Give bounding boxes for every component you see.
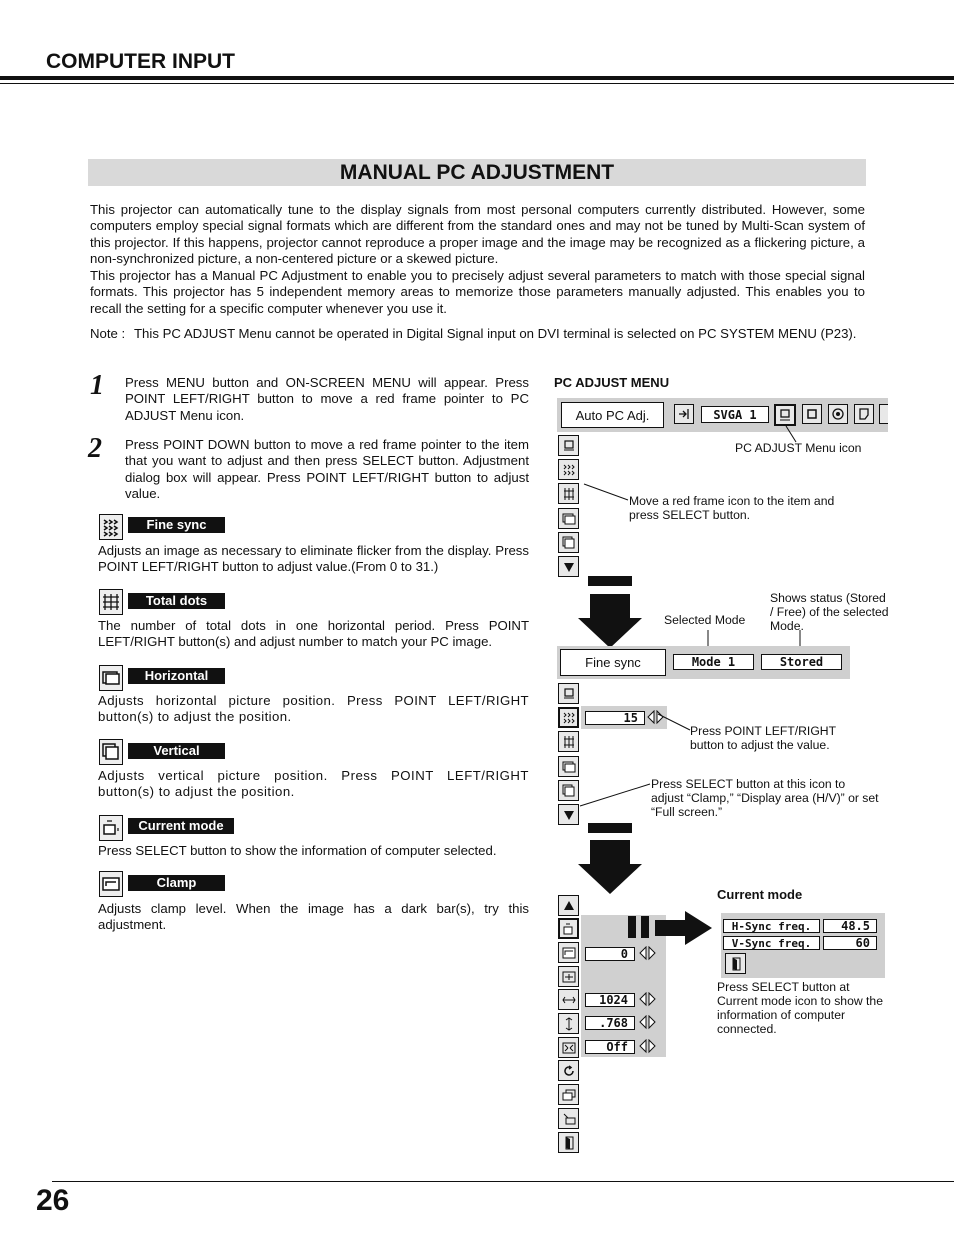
horizontal-desc: Adjusts horizontal picture position. Press POINT LEFT/RIGHT button(s) to adjust the position. [98, 693, 529, 725]
dialog-item-name: Fine sync [560, 649, 666, 676]
scroll-up-icon[interactable] [558, 895, 579, 916]
fine-sync-desc: Adjusts an image as necessary to eliminate flicker from the display. Press POINT LEFT/RIGHT button to adjust value.(From 0 to 31.) [98, 543, 529, 575]
vertical-menu-icon[interactable] [558, 532, 579, 553]
step-number-2: 2 [88, 433, 102, 464]
v-sync-value: 60 [823, 936, 877, 950]
fine-sync-icon [99, 514, 123, 540]
scroll-down-icon[interactable] [558, 804, 579, 825]
clamp-icon [99, 871, 123, 897]
full-screen-value: Off [585, 1040, 635, 1054]
callout-press-lr: Press POINT LEFT/RIGHT button to adjust the value. [690, 724, 836, 752]
horizontal-label: Horizontal [128, 668, 225, 684]
total-dots-icon [99, 589, 123, 615]
vertical-label: Vertical [128, 743, 225, 759]
current-mode-icon [99, 815, 123, 841]
menu-heading: PC ADJUST MENU [554, 375, 670, 390]
pause-bar-right [641, 916, 649, 938]
left-right-arrows-icon[interactable] [639, 1015, 657, 1030]
reset-icon[interactable] [558, 1060, 579, 1081]
clamp-menu-icon[interactable] [558, 942, 579, 963]
scroll-down-icon[interactable] [558, 556, 579, 577]
vertical-desc: Adjusts vertical picture position. Press POINT LEFT/RIGHT button(s) to adjust the position. [98, 768, 529, 800]
auto-pc-adj-button[interactable]: Auto PC Adj. [561, 402, 664, 428]
header-rule-thin [0, 83, 954, 84]
dialog-status: Stored [761, 654, 842, 670]
callout-selected-mode: Selected Mode [664, 613, 746, 627]
full-screen-icon[interactable] [558, 1037, 579, 1058]
step-text-1: Press MENU button and ON-SCREEN MENU will appear. Press POINT LEFT/RIGHT button to move a red frame pointer to PC ADJUST Menu icon. [125, 375, 529, 423]
left-right-arrows-icon[interactable] [639, 992, 657, 1007]
v-sync-label: V-Sync freq. [723, 936, 820, 950]
mode-free-icon[interactable] [558, 1084, 579, 1105]
right-arrow [655, 911, 713, 945]
arrow-bar-2 [588, 823, 632, 833]
arrow-bar-1 [588, 576, 632, 586]
page-title: MANUAL PC ADJUSTMENT [88, 159, 866, 186]
section-header: COMPUTER INPUT [46, 50, 235, 73]
h-sync-label: H-Sync freq. [723, 919, 820, 933]
step-text-2: Press POINT DOWN button to move a red frame pointer to the item that you want to adjust and then press SELECT button. Adjustment dialog box will appear. Press POINT LEFT/RIGHT button to adjust value. [125, 437, 529, 502]
fine-sync-value: 15 [585, 711, 645, 725]
clamp-desc: Adjusts clamp level. When the image has a dark bar(s), try this adjustment. [98, 901, 529, 933]
fine-sync-menu-icon[interactable] [558, 707, 579, 728]
horizontal-icon [99, 665, 123, 691]
mode-indicator: SVGA 1 [701, 406, 769, 423]
note-label: Note : [90, 326, 126, 341]
total-dots-label: Total dots [128, 593, 225, 609]
current-mode-desc: Press SELECT button to show the information of computer selected. [98, 843, 497, 858]
display-area-icon[interactable] [558, 966, 579, 987]
clamp-label: Clamp [128, 875, 225, 891]
current-mode-label: Current mode [128, 818, 234, 834]
callout-menu-icon: PC ADJUST Menu icon [735, 441, 862, 455]
intro-paragraph-2: This projector has a Manual PC Adjustment to enable you to precisely adjust several parameters to match with those special signal formats. This projector has 5 independent memory areas to memorize those parameters manually adjusted. This enables you to recall the setting for a specific computer whenever you use it. [90, 268, 865, 316]
left-right-arrows-icon[interactable] [639, 946, 657, 961]
auto-adjust-icon[interactable] [558, 683, 579, 704]
current-mode-menu-icon[interactable] [558, 918, 579, 939]
v-area-value: .768 [585, 1016, 635, 1030]
page-number: 26 [36, 1184, 70, 1217]
more-icon[interactable] [879, 404, 888, 424]
callout-press-select: Press SELECT button at this icon to adjust “Clamp,” “Display area (H/V)” or set “Full screen.” [651, 777, 879, 819]
callout-shows-status: Shows status (Stored / Free) of the selected Mode. [770, 591, 889, 633]
left-right-arrows-icon[interactable] [639, 1039, 657, 1054]
down-arrow-1 [578, 594, 642, 648]
pause-bar-left [628, 916, 636, 938]
h-sync-value: 48.5 [823, 919, 877, 933]
step-number-1: 1 [90, 370, 104, 401]
horizontal-menu-icon[interactable] [558, 756, 579, 777]
dialog-mode[interactable]: Mode 1 [673, 654, 754, 670]
quit-icon[interactable] [558, 1132, 579, 1153]
current-mode-heading: Current mode [717, 887, 803, 902]
vertical-menu-icon[interactable] [558, 780, 579, 801]
header-rule [0, 76, 954, 80]
callout-move-frame: Move a red frame icon to the item and press SELECT button. [629, 494, 835, 522]
intro-paragraph-1: This projector can automatically tune to the display signals from most personal computers currently distributed. However, some computers employ special signal formats which are different from the standard ones and may not be tuned by Multi-Scan system of this projector. If this happens, projector cannot reproduce a proper image and the image may be recognized as a flickering picture, a non-synchronized picture, a non-centered picture or a skewed picture. [90, 202, 865, 267]
store-icon[interactable] [558, 1108, 579, 1129]
down-arrow-2 [578, 840, 642, 894]
fine-sync-label: Fine sync [128, 517, 225, 533]
note-text: This PC ADJUST Menu cannot be operated in Digital Signal input on DVI terminal is selected on PC SYSTEM MENU (P23). [134, 326, 857, 341]
clamp-value: 0 [585, 947, 635, 961]
h-area-value: 1024 [585, 993, 635, 1007]
submenu-value-panel [581, 915, 666, 1057]
display-area-v-icon[interactable] [558, 1013, 579, 1034]
vertical-icon [99, 739, 123, 765]
quit-icon[interactable] [725, 953, 746, 974]
submenu-items-column [557, 893, 581, 1157]
display-area-h-icon[interactable] [558, 989, 579, 1010]
total-dots-desc: The number of total dots in one horizontal period. Press POINT LEFT/RIGHT button(s) and adjust number to match your PC image. [98, 618, 529, 650]
total-dots-menu-icon[interactable] [558, 731, 579, 752]
footer-rule [52, 1181, 954, 1182]
callout-current-mode: Press SELECT button at Current mode icon to show the information of computer connected. [717, 980, 883, 1036]
